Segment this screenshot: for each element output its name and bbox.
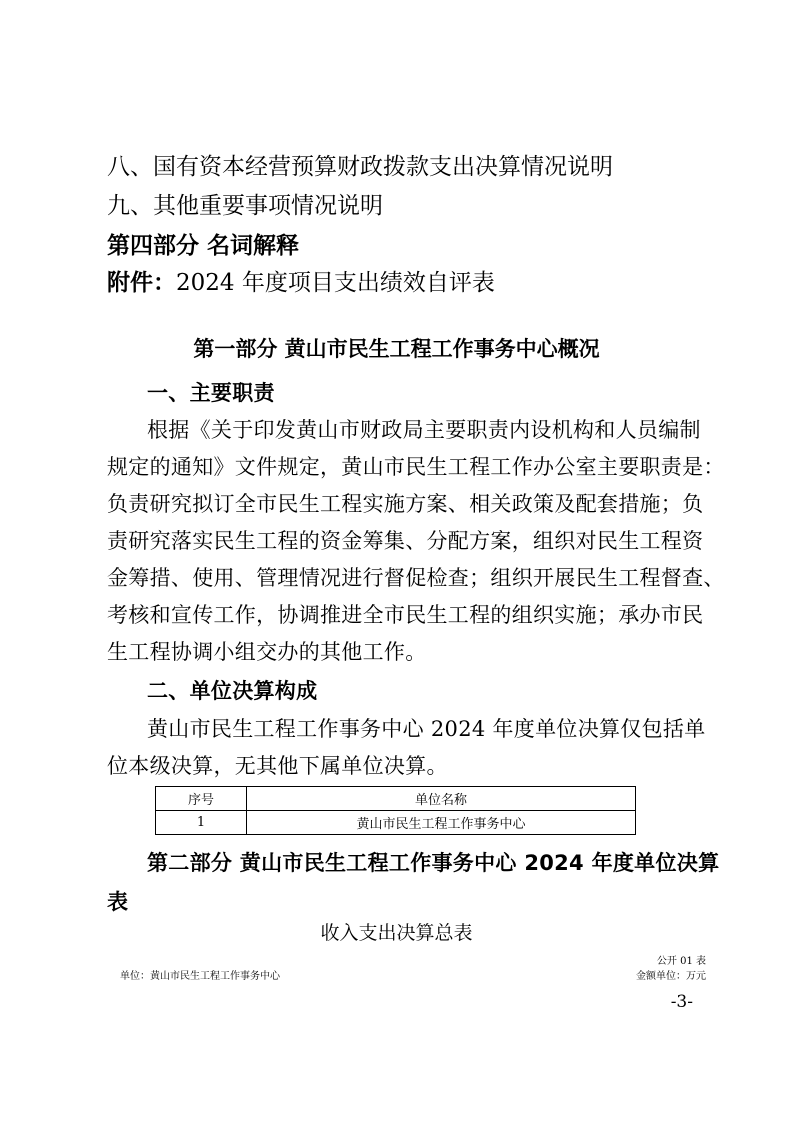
attachment-label: 附件： [107, 270, 176, 296]
unit-label: 单位：黄山市民生工程工作事务中心 [120, 971, 280, 982]
attachment-text: 2024 年度项目支出绩效自评表 [176, 270, 495, 296]
table-cell: 1 [156, 811, 247, 835]
page-number: -3- [670, 992, 693, 1012]
toc-attachment [107, 264, 495, 297]
table-title: 收入支出决算总表 [320, 922, 473, 944]
unit-table [155, 786, 636, 835]
section-2-heading: 二、单位决算构成 [147, 679, 318, 703]
section-2-line: 黄山市民生工程工作事务中心 2024 年度单位决算仅包括单 [147, 717, 706, 741]
section-1-line: 责研究落实民生工程的资金筹集、分配方案，组织对民生工程资 [107, 529, 704, 553]
part-2-title: 第二部分 黄山市民生工程工作事务中心 2024 年度单位决算 [147, 851, 720, 875]
section-1-line: 规定的通知》文件规定，黄山市民生工程工作办公室主要职责是： [107, 455, 725, 479]
section-1-line: 根据《关于印发黄山市财政局主要职责内设机构和人员编制 [147, 418, 701, 442]
section-1-line: 考核和宣传工作，协调推进全市民生工程的组织实施；承办市民 [107, 603, 704, 627]
toc-part-4: 第四部分 名词解释 [107, 233, 300, 259]
section-1-line: 金筹措、使用、管理情况进行督促检查；组织开展民生工程督查、 [107, 566, 725, 590]
section-1-heading: 一、主要职责 [147, 381, 275, 405]
section-2-line: 位本级决算，无其他下属单位决算。 [107, 754, 448, 778]
table-cell: 黄山市民生工程工作事务中心 [247, 811, 636, 835]
table-header: 序号 [156, 787, 247, 811]
part-1-title: 第一部分 黄山市民生工程工作事务中心概况 [193, 337, 600, 361]
form-number: 公开 01 表 [656, 956, 706, 967]
section-1-line: 生工程协调小组交办的其他工作。 [107, 640, 427, 664]
section-1-line: 负责研究拟订全市民生工程实施方案、相关政策及配套措施；负 [107, 492, 704, 516]
table-header: 单位名称 [247, 787, 636, 811]
amount-unit: 金额单位：万元 [636, 971, 706, 982]
table-row [156, 811, 636, 835]
toc-item-8: 八、国有资本经营预算财政拨款支出决算情况说明 [107, 154, 613, 180]
toc-item-9: 九、其他重要事项情况说明 [107, 193, 383, 219]
table-header-row [156, 787, 636, 811]
part-2-title-cont: 表 [107, 890, 129, 914]
